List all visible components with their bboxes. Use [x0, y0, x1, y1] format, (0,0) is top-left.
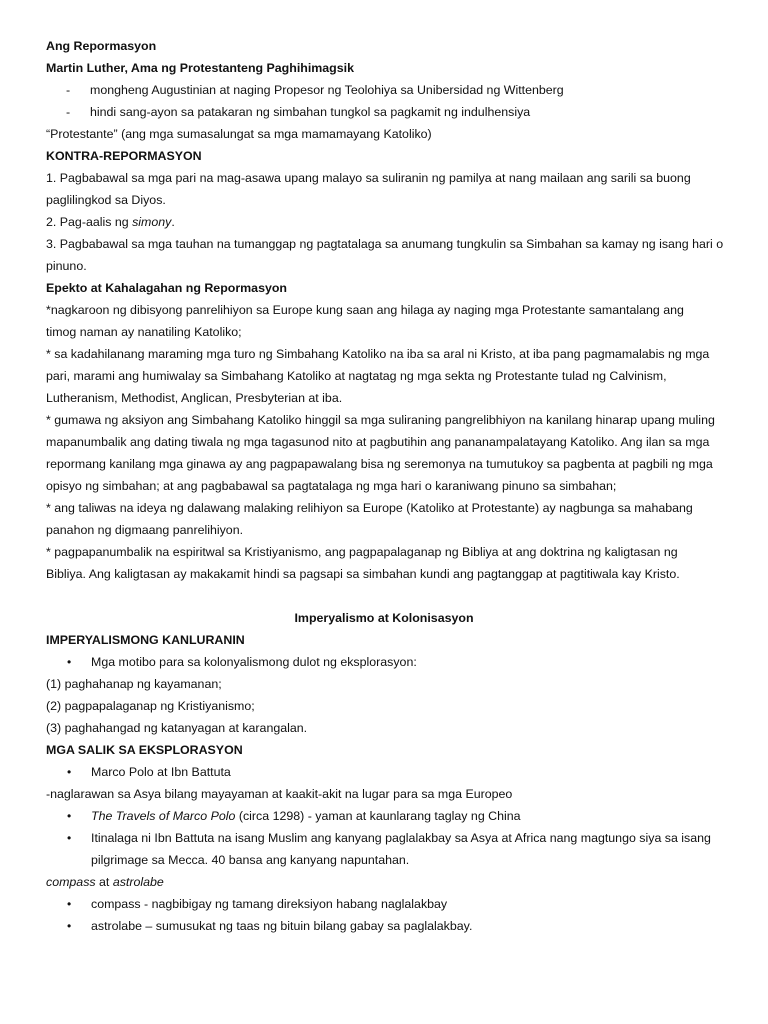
effects-heading: Epekto at Kahalagahan ng Repormasyon [46, 281, 287, 295]
bullet-marker: • [67, 831, 72, 845]
effects-line: panahon ng digmaang panrelihiyon. [46, 523, 244, 537]
effects-line: timog naman ay nanatiling Katoliko; [46, 325, 242, 339]
travels-book-title: The Travels of Marco Polo [91, 809, 236, 823]
effects-line: repormang kanilang mga ginawa ay ang pagpapawalang bisa ng seremonya na tumutukoy sa pagbenta at pagbili ng mga [46, 457, 713, 471]
bullet-marker: • [67, 765, 72, 779]
motive-item: (1) paghahanap ng kayamanan; [46, 677, 222, 691]
effects-line: * ang taliwas na ideya ng dalawang malaking relihiyon sa Europe (Katoliko at Protestante) ay nagbunga sa mahabang [46, 501, 693, 515]
effects-line: * pagpapanumbalik na espiritwal sa Kristiyanismo, ang pagpapalaganap ng Bibliya at ang doktrina ng kaligtasan ng [46, 545, 678, 559]
compass-term: compass [46, 875, 96, 889]
luther-point: mongheng Augustinian at naging Propesor ng Teolohiya sa Unibersidad ng Wittenberg [90, 83, 564, 97]
exploration-factors-heading: MGA SALIK SA EKSPLORASYON [46, 743, 243, 757]
compass-bullet: compass - nagbibigay ng tamang direksiyon habang naglalakbay [91, 897, 448, 911]
imperialism-section-title: Imperyalismo at Kolonisasyon [294, 611, 474, 625]
counter-item-1: 1. Pagbabawal sa mga pari na mag-asawa upang malayo sa suliranin ng pamilya at nang mailaan ang sarili sa buong [46, 171, 691, 185]
effects-line: Lutheranism, Methodist, Anglican, Presbyterian at iba. [46, 391, 343, 405]
motive-item: (3) paghahangad ng katanyagan at karangalan. [46, 721, 308, 735]
dash-marker: - [66, 105, 71, 119]
protestante-definition: “Protestante” (ang mga sumasalungat sa mga mamamayang Katoliko) [46, 127, 432, 141]
bullet-marker: • [67, 655, 72, 669]
counter-item-2 [46, 211, 736, 233]
explorers-description: -naglarawan sa Asya bilang mayayaman at kaakit-akit na lugar para sa mga Europeo [46, 787, 513, 801]
bullet-marker: • [67, 809, 72, 823]
battuta-bullet: Itinalaga ni Ibn Battuta na isang Muslim ang kanyang paglalakbay sa Asya at Africa nang magtungo siya sa isang [91, 831, 711, 845]
counter-item-3: 3. Pagbabawal sa mga tauhan na tumanggap ng pagtatalaga sa anumang tungkulin sa Simbahan sa kamay ng isang hari o [46, 237, 724, 251]
counter-reformation-heading: KONTRA-REPORMASYON [46, 149, 202, 163]
luther-point: hindi sang-ayon sa patakaran ng simbahan tungkol sa pagkamit ng indulhensiya [90, 105, 531, 119]
astrolabe-bullet: astrolabe – sumusukat ng taas ng bituin bilang gabay sa paglalakbay. [91, 919, 473, 933]
luther-heading: Martin Luther, Ama ng Protestanteng Paghihimagsik [46, 61, 354, 75]
explorers-bullet: Marco Polo at Ibn Battuta [91, 765, 231, 779]
astrolabe-term: astrolabe [112, 875, 164, 889]
effects-line: mapanumbalik ang dating tiwala ng mga tagasunod nito at pagbutihin ang pananampalatayang Katoliko. Ang ilan sa mga [46, 435, 710, 449]
counter-item-3-cont: pinuno. [46, 259, 87, 273]
dash-marker: - [66, 83, 71, 97]
effects-line: *nagkaroon ng dibisyong panrelihiyon sa Europe kung saan ang hilaga ay naging mga Protestante samantalang ang [46, 303, 684, 317]
effects-line: * gumawa ng aksiyon ang Simbahang Katoliko hinggil sa mga suliraning pangrelibhiyon na kanilang hinarap upang muling [46, 413, 715, 427]
effects-line: pari, marami ang humiwalay sa Simbahang Katoliko at nagtatag ng mga sekta ng Protestante tulad ng Calvinism, [46, 369, 667, 383]
travels-bullet [91, 805, 768, 827]
effects-line: opisyo ng simbahan; at ang pagbabawal sa pagtatalaga ng mga hari o karaniwang pinuno sa simbahan; [46, 479, 617, 493]
bullet-marker: • [67, 919, 72, 933]
counter-item-1-cont: paglilingkod sa Diyos. [46, 193, 166, 207]
tools-heading [46, 871, 736, 893]
tools-joiner: at [95, 875, 113, 889]
effects-line: * sa kadahilanang maraming mga turo ng Simbahang Katoliko na iba sa aral ni Kristo, at iba pang pagmamalabis ng mga [46, 347, 710, 361]
reformation-title: Ang Repormasyon [46, 39, 157, 53]
counter-item-2-prefix: 2. Pag-aalis ng [46, 215, 133, 229]
simony-term: simony [132, 215, 172, 229]
motives-bullet: Mga motibo para sa kolonyalismong dulot ng eksplorasyon: [91, 655, 417, 669]
battuta-bullet-cont: pilgrimage sa Mecca. 40 bansa ang kanyang napuntahan. [91, 853, 410, 867]
travels-description: (circa 1298) - yaman at kaunlarang taglay ng China [235, 809, 521, 823]
western-imperialism-heading: IMPERYALISMONG KANLURANIN [46, 633, 245, 647]
bullet-marker: • [67, 897, 72, 911]
motive-item: (2) pagpapalaganap ng Kristiyanismo; [46, 699, 255, 713]
effects-line: Bibliya. Ang kaligtasan ay makakamit hindi sa pagsapi sa simbahan kundi ang pagtanggap at pagtitiwala kay Kristo. [46, 567, 680, 581]
counter-item-2-suffix: . [171, 215, 175, 229]
